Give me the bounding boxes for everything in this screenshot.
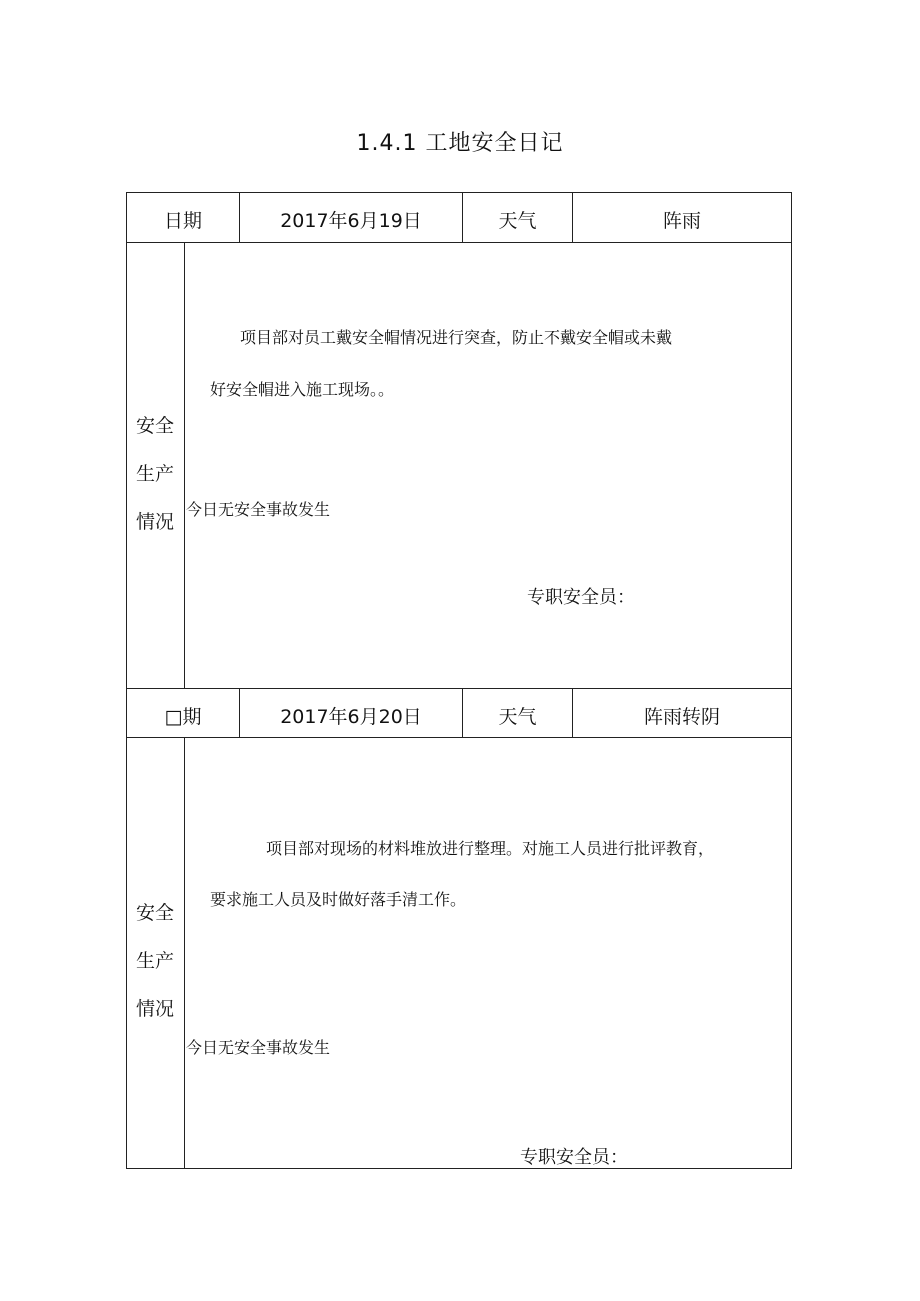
weather-label: 天气 bbox=[498, 706, 537, 728]
page-title: 1.4.1 工地安全日记 bbox=[356, 131, 564, 156]
date-value: 2017年6月19日 bbox=[280, 210, 422, 232]
content-line: 好安全帽进入施工现场。。 bbox=[210, 380, 395, 399]
column-divider bbox=[184, 242, 185, 688]
date-label: 日期 bbox=[163, 210, 202, 232]
weather-label: 天气 bbox=[498, 210, 537, 232]
column-divider bbox=[184, 737, 185, 1169]
section-label: 安全 生产 情况 bbox=[135, 415, 174, 533]
content-line: 项目部对现场的材料堆放进行整理。对施工人员进行批评教育， bbox=[266, 839, 715, 858]
content-line: 项目部对员工戴安全帽情况进行突查，防止不戴安全帽或未戴 bbox=[240, 328, 673, 347]
weather-value: 阵雨 bbox=[662, 210, 701, 232]
incident-text: 今日无安全事故发生 bbox=[186, 500, 331, 519]
officer-label: 专职安全员： bbox=[527, 587, 635, 608]
date-label: □期 bbox=[164, 706, 202, 728]
content-line: 要求施工人员及时做好落手清工作。 bbox=[210, 890, 467, 909]
section-label: 安全 生产 情况 bbox=[135, 902, 174, 1020]
date-value: 2017年6月20日 bbox=[280, 706, 422, 728]
incident-text: 今日无安全事故发生 bbox=[186, 1038, 331, 1057]
row-divider bbox=[126, 242, 792, 243]
officer-label: 专职安全员： bbox=[520, 1147, 628, 1168]
weather-value: 阵雨转阴 bbox=[643, 706, 720, 728]
row-divider bbox=[126, 737, 792, 738]
row-divider bbox=[126, 688, 792, 689]
